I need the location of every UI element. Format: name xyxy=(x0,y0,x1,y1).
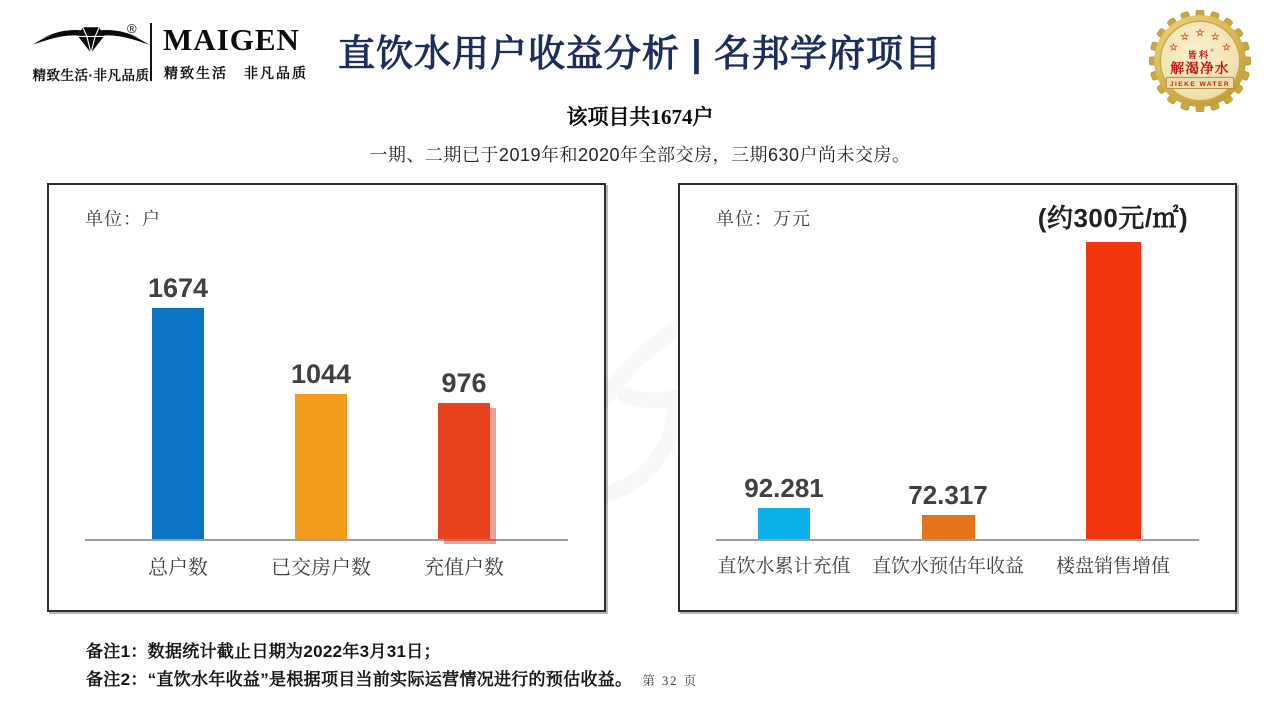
bar-已交房户数 xyxy=(295,394,347,539)
x-axis-line xyxy=(716,539,1199,541)
bar-value-label: 1674 xyxy=(147,273,209,303)
footnote-1: 备注1：数据统计截止日期为2022年3月31日； xyxy=(86,642,441,661)
bar-category-label: 楼盘销售增值 xyxy=(1055,556,1171,577)
footnote-2-text: 备注2：“直饮水年收益”是根据项目当前实际运营情况进行的预估收益。 xyxy=(86,670,633,689)
unit-label: 单位：户 xyxy=(85,209,161,229)
bar-category-label: 充值户数 xyxy=(424,557,504,579)
summary-households: 该项目共1674户 xyxy=(566,105,714,129)
svg-text:皆科: 皆科 xyxy=(1187,49,1211,60)
bar-充值户数 xyxy=(438,403,490,539)
x-axis-line xyxy=(85,539,568,541)
bar-value-label: 976 xyxy=(441,368,487,398)
brand-tagline-left: 精致生活·非凡品质 xyxy=(32,68,150,83)
summary-delivery-status: 一期、二期已于2019年和2020年全部交房，三期630户尚未交房。 xyxy=(369,145,911,165)
chart-panel-households xyxy=(47,183,606,612)
brand-block xyxy=(0,0,308,100)
bar-直饮水累计充值 xyxy=(758,508,810,539)
bar-value-label: 92.281 xyxy=(744,473,824,503)
bar-annotation: (约300元/㎡) xyxy=(1037,203,1189,233)
bar-category-label: 直饮水累计充值 xyxy=(717,556,851,577)
svg-text:★: ★ xyxy=(1211,31,1220,42)
svg-text:★: ★ xyxy=(1196,27,1204,38)
svg-text:JIEKE WATER: JIEKE WATER xyxy=(1169,80,1231,88)
page-number: 第 32 页 xyxy=(642,674,699,688)
svg-text:★: ★ xyxy=(1180,31,1189,42)
unit-label: 单位：万元 xyxy=(716,209,811,229)
bottle-cap-badge-icon xyxy=(1149,10,1251,112)
bar-category-label: 总户数 xyxy=(148,557,208,579)
svg-text:★: ★ xyxy=(1169,41,1178,52)
svg-text:★: ★ xyxy=(1222,41,1231,52)
brand-tagline-right: 精致生活 非凡品质 xyxy=(164,65,308,81)
brand-name: MAIGEN xyxy=(163,22,300,57)
page-title: 直饮水用户收益分析 | 名邦学府项目 xyxy=(338,33,942,74)
svg-text:解渴净水: 解渴净水 xyxy=(1170,61,1230,77)
bar-楼盘销售增值 xyxy=(1086,242,1141,539)
brand-divider xyxy=(150,23,152,81)
bar-直饮水预估年收益 xyxy=(922,515,975,539)
bar-总户数 xyxy=(152,308,204,539)
bar-category-label: 已交房户数 xyxy=(271,557,371,579)
registered-mark: ® xyxy=(127,21,137,36)
bar-value-label: 72.317 xyxy=(908,480,988,510)
chart-panel-revenue xyxy=(678,183,1237,612)
bar-category-label: 直饮水预估年收益 xyxy=(871,556,1025,577)
bar-value-label: 1044 xyxy=(290,359,352,389)
svg-text:®: ® xyxy=(1210,47,1214,53)
footnote-2 xyxy=(86,665,698,690)
